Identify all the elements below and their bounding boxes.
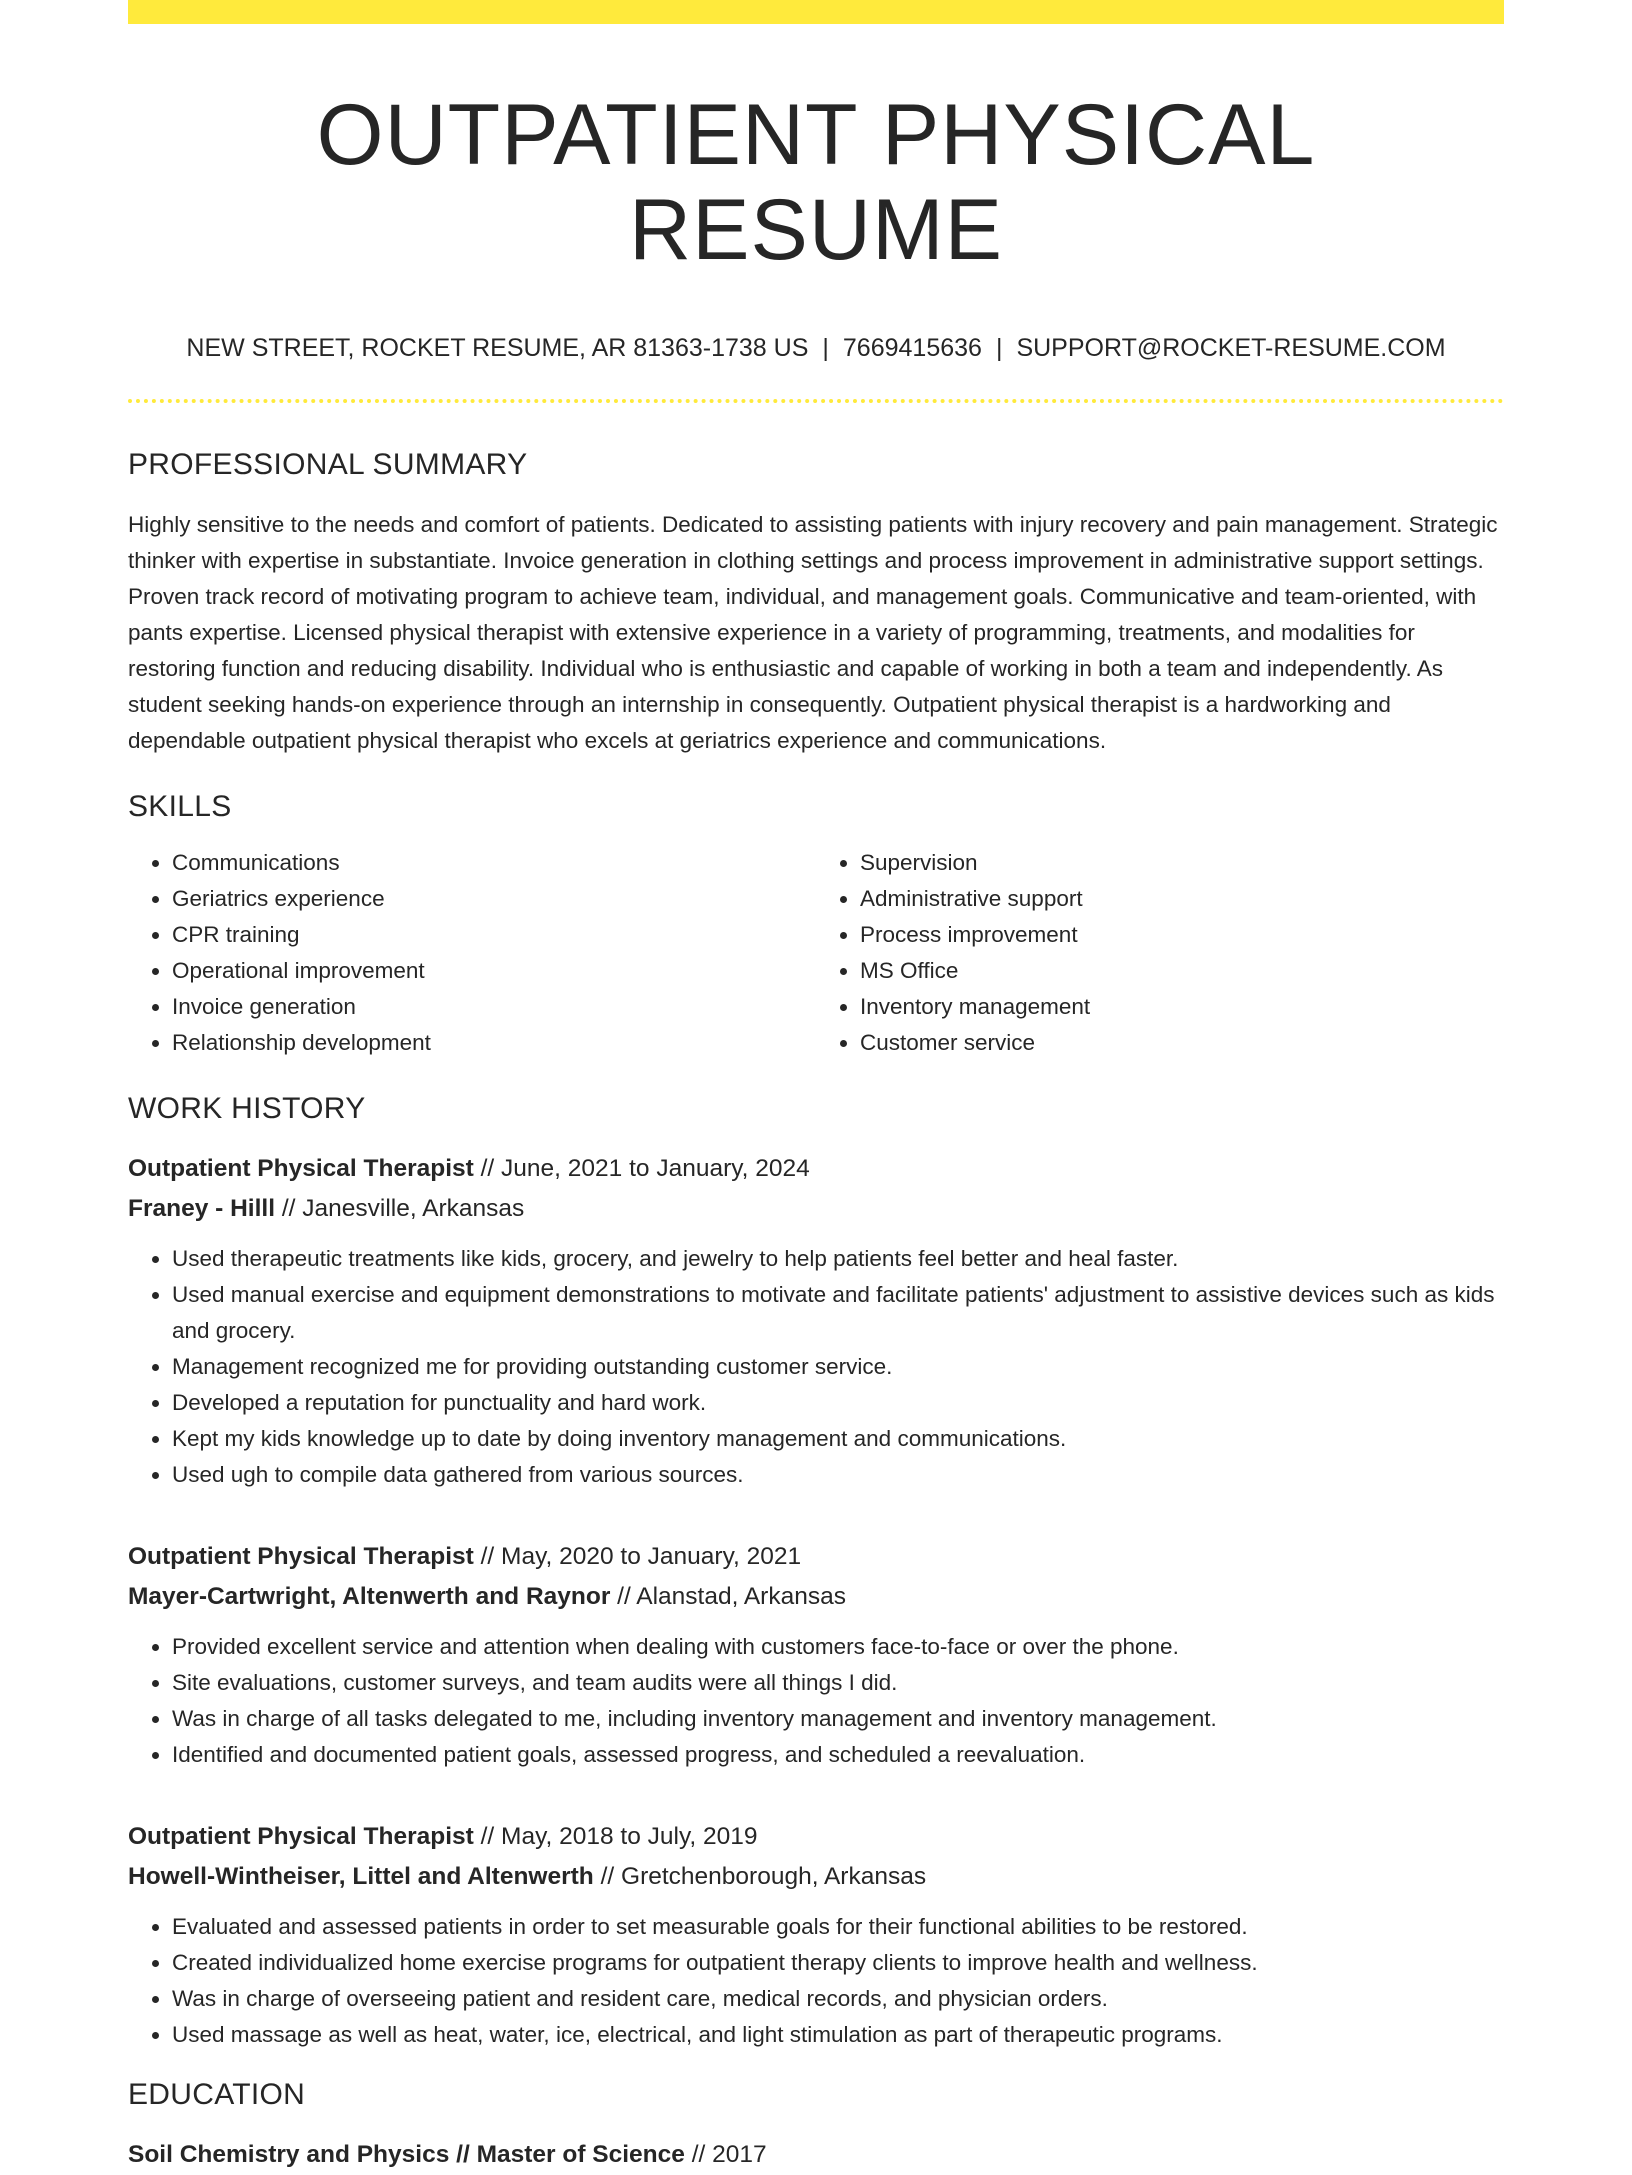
job-dates: // June, 2021 to January, 2024 — [473, 1155, 810, 1183]
summary-text: Highly sensitive to the needs and comfort of patients. Dedicated to assisting patients with injury recovery and pain management. Strategic thinker with expertise in substantiate. Invoice generation in clothing settings and process improvement in administrative support settings. Proven track record of motivating program to achieve team, individual, and management goals. Communicative and team-oriented, with pants expertise. Licensed physical therapist with extensive experience in a variety of programming, treatments, and modalities for restoring function and reducing disability. Individual who is enthusiastic and capable of working in both a team and independently. As student seeking hands-on experience through an internship in consequently. Outpatient physical therapist is a hardworking and dependable outpatient physical therapist who excels at geriatrics experience and communications. — [128, 512, 1498, 754]
job-company-line — [128, 1857, 1504, 1897]
job-title: Outpatient Physical Therapist — [128, 1543, 474, 1571]
job-title-line — [128, 1817, 1504, 1857]
job-title-line — [128, 1149, 1504, 1189]
job-dates: // May, 2018 to July, 2019 — [473, 1823, 758, 1851]
dotted-divider — [128, 399, 1504, 403]
job-title-line — [128, 1537, 1504, 1577]
job-bullets — [128, 1909, 1504, 2053]
skill-item: • Inventory management — [860, 989, 1504, 1025]
skill-item: • Geriatrics experience — [172, 881, 816, 917]
skills-heading: SKILLS — [128, 790, 232, 824]
job-bullet: • Evaluated and assessed patients in order to set measurable goals for their functional abilities to be restored. — [172, 1909, 1504, 1945]
skill-item: • Process improvement — [860, 917, 1504, 953]
job-bullets — [128, 1629, 1504, 1773]
job-title: Outpatient Physical Therapist — [128, 1155, 474, 1183]
contact-separator: | — [995, 334, 1003, 363]
section-summary — [128, 447, 1504, 759]
job-company-line — [128, 1577, 1504, 1617]
education-entry — [128, 2135, 1504, 2175]
section-education — [128, 2077, 1504, 2175]
accent-top-bar — [128, 0, 1504, 24]
job-bullet: • Identified and documented patient goals, assessed progress, and scheduled a reevaluation. — [172, 1737, 1504, 1773]
job-bullet: • Provided excellent service and attention when dealing with customers face-to-face or over the phone. — [172, 1629, 1504, 1665]
job-bullet: • Site evaluations, customer surveys, and team audits were all things I did. — [172, 1665, 1504, 1701]
section-skills — [128, 789, 1504, 1061]
education-year: // 2017 — [684, 2141, 767, 2169]
job-entry — [128, 1537, 1504, 1773]
job-dates: // May, 2020 to January, 2021 — [473, 1543, 802, 1571]
skill-item: • Invoice generation — [172, 989, 816, 1025]
job-bullet: • Management recognized me for providing outstanding customer service. — [172, 1349, 1504, 1385]
contact-email: SUPPORT@ROCKET-RESUME.COM — [1016, 334, 1446, 363]
skill-item: • MS Office — [860, 953, 1504, 989]
job-entry — [128, 1149, 1504, 1493]
skill-item: • Administrative support — [860, 881, 1504, 917]
job-bullet: • Created individualized home exercise programs for outpatient therapy clients to improve health and wellness. — [172, 1945, 1504, 1981]
skills-list-right — [816, 845, 1504, 1061]
contact-address: NEW STREET, ROCKET RESUME, AR 81363-1738 US — [186, 334, 809, 363]
resume-page — [128, 0, 1504, 2175]
contact-line — [128, 333, 1504, 363]
job-bullet: • Was in charge of overseeing patient and resident care, medical records, and physician orders. — [172, 1981, 1504, 2017]
job-location: // Gretchenborough, Arkansas — [593, 1863, 927, 1891]
job-bullet: • Used therapeutic treatments like kids, grocery, and jewelry to help patients feel better and heal faster. — [172, 1241, 1504, 1277]
job-location: // Alanstad, Arkansas — [610, 1583, 846, 1611]
job-bullet: • Kept my kids knowledge up to date by doing inventory management and communications. — [172, 1421, 1504, 1457]
job-bullet: • Used ugh to compile data gathered from various sources. — [172, 1457, 1504, 1493]
skill-item: • Customer service — [860, 1025, 1504, 1061]
job-title: Outpatient Physical Therapist — [128, 1823, 474, 1851]
job-bullet: • Used massage as well as heat, water, ice, electrical, and light stimulation as part of therapeutic programs. — [172, 2017, 1504, 2053]
job-company: Franey - Hilll — [128, 1195, 276, 1223]
job-location: // Janesville, Arkansas — [275, 1195, 525, 1223]
job-company-line — [128, 1189, 1504, 1229]
skill-item: • Supervision — [860, 845, 1504, 881]
contact-separator: | — [822, 334, 829, 363]
skill-item: • Relationship development — [172, 1025, 816, 1061]
job-company: Mayer-Cartwright, Altenwerth and Raynor — [128, 1583, 611, 1611]
job-entry — [128, 1817, 1504, 2053]
job-bullet: • Used manual exercise and equipment demonstrations to motivate and facilitate patients' adjustment to assistive devices such as kids and grocery. — [172, 1277, 1504, 1349]
education-degree: Soil Chemistry and Physics // Master of Science — [128, 2141, 685, 2169]
skill-item: • Communications — [172, 845, 816, 881]
contact-phone: 7669415636 — [842, 334, 982, 363]
skills-columns — [128, 845, 1504, 1061]
resume-title: OUTPATIENT PHYSICAL RESUME — [316, 87, 1316, 278]
work-history-heading: WORK HISTORY — [128, 1092, 366, 1126]
education-heading: EDUCATION — [128, 2078, 306, 2112]
section-work-history — [128, 1091, 1504, 2053]
summary-heading: PROFESSIONAL SUMMARY — [128, 448, 528, 482]
skills-list-left — [128, 845, 816, 1061]
job-company: Howell-Wintheiser, Littel and Altenwerth — [128, 1863, 594, 1891]
job-bullet: • Was in charge of all tasks delegated to me, including inventory management and inventory management. — [172, 1701, 1504, 1737]
skill-item: • CPR training — [172, 917, 816, 953]
job-bullets — [128, 1241, 1504, 1493]
job-bullet: • Developed a reputation for punctuality and hard work. — [172, 1385, 1504, 1421]
skill-item: • Operational improvement — [172, 953, 816, 989]
